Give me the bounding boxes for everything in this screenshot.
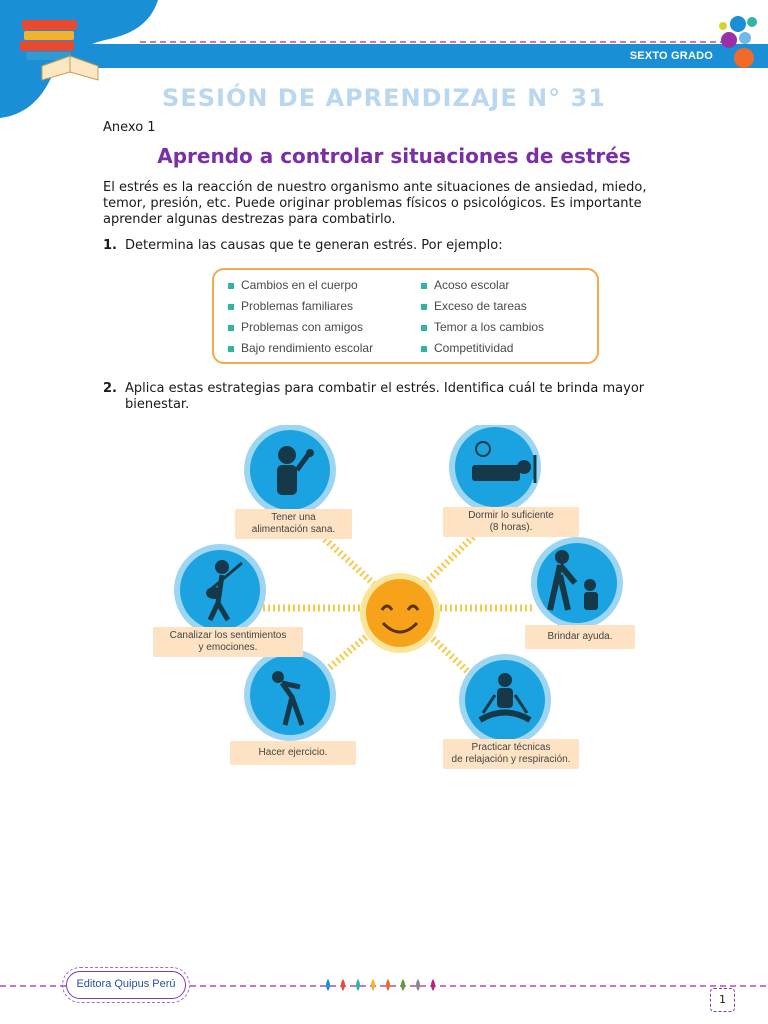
bullet-icon xyxy=(228,325,234,331)
food-icon xyxy=(244,425,336,516)
annex-label: Anexo 1 xyxy=(103,120,156,135)
strategy-label-help: Brindar ayuda. xyxy=(525,625,635,649)
cause-label: Competitividad xyxy=(434,341,514,355)
step-number: 1. xyxy=(103,238,117,253)
footer-drops-decoration xyxy=(322,977,446,995)
cause-item xyxy=(228,341,373,355)
smiley-sun-icon xyxy=(360,573,440,653)
strategy-label-relax: Practicar técnicas de relajación y respiración. xyxy=(443,739,579,769)
cause-label: Temor a los cambios xyxy=(434,320,545,334)
color-dots-decoration xyxy=(715,14,765,70)
guitar-icon xyxy=(174,544,266,636)
cause-item xyxy=(228,320,363,334)
cause-label: Problemas familiares xyxy=(241,299,354,313)
bullet-icon xyxy=(421,283,427,289)
strategy-label-food: Tener una alimentación sana. xyxy=(235,509,352,539)
strategy-diagram xyxy=(150,425,640,775)
step-text: Determina las causas que te generan estrés. Por ejemplo: xyxy=(125,238,503,253)
cause-label: Bajo rendimiento escolar xyxy=(241,341,374,355)
cause-item xyxy=(421,299,527,313)
cause-item xyxy=(421,341,513,355)
bullet-icon xyxy=(228,346,234,352)
bullet-icon xyxy=(228,283,234,289)
step-text: Aplica estas estrategias para combatir el estrés. Identifica cuál te brinda mayor bienestar. xyxy=(125,381,645,412)
cause-item xyxy=(421,320,544,334)
cause-label: Problemas con amigos xyxy=(241,320,364,334)
cause-item xyxy=(228,278,358,292)
step-1 xyxy=(103,238,648,254)
exercise-icon xyxy=(244,649,336,741)
step-2 xyxy=(103,381,648,413)
sleep-icon xyxy=(449,425,541,513)
helping-icon xyxy=(531,537,623,629)
page-title: Aprendo a controlar situaciones de estrés xyxy=(157,144,631,168)
diagram-graphics xyxy=(150,425,640,775)
grade-label: SEXTO GRADO xyxy=(629,50,713,62)
bullet-icon xyxy=(228,304,234,310)
strategy-label-exercise: Hacer ejercicio. xyxy=(230,741,356,765)
bullet-icon xyxy=(421,346,427,352)
step-number: 2. xyxy=(103,381,117,396)
page-number: 1 xyxy=(710,988,735,1012)
strategy-label-emotions: Canalizar los sentimientos y emociones. xyxy=(153,627,303,657)
bullet-icon xyxy=(421,325,427,331)
cause-label: Cambios en el cuerpo xyxy=(241,278,358,292)
causes-box xyxy=(212,268,599,364)
strategy-label-sleep: Dormir lo suficiente (8 horas). xyxy=(443,507,579,537)
cause-item xyxy=(228,299,353,313)
meditation-icon xyxy=(459,654,551,746)
cause-label: Exceso de tareas xyxy=(434,299,527,313)
publisher-label: Editora Quipus Perú xyxy=(66,971,186,999)
cause-item xyxy=(421,278,509,292)
cause-label: Acoso escolar xyxy=(434,278,510,292)
session-title: SESIÓN DE APRENDIZAJE N° 31 xyxy=(162,84,606,112)
intro-paragraph: El estrés es la reacción de nuestro organismo ante situaciones de ansiedad, miedo, temor, presión, etc. Puede originar problemas físicos o psicológicos. Es importante aprender algunas destrezas para combatirlo. xyxy=(103,180,647,227)
bullet-icon xyxy=(421,304,427,310)
